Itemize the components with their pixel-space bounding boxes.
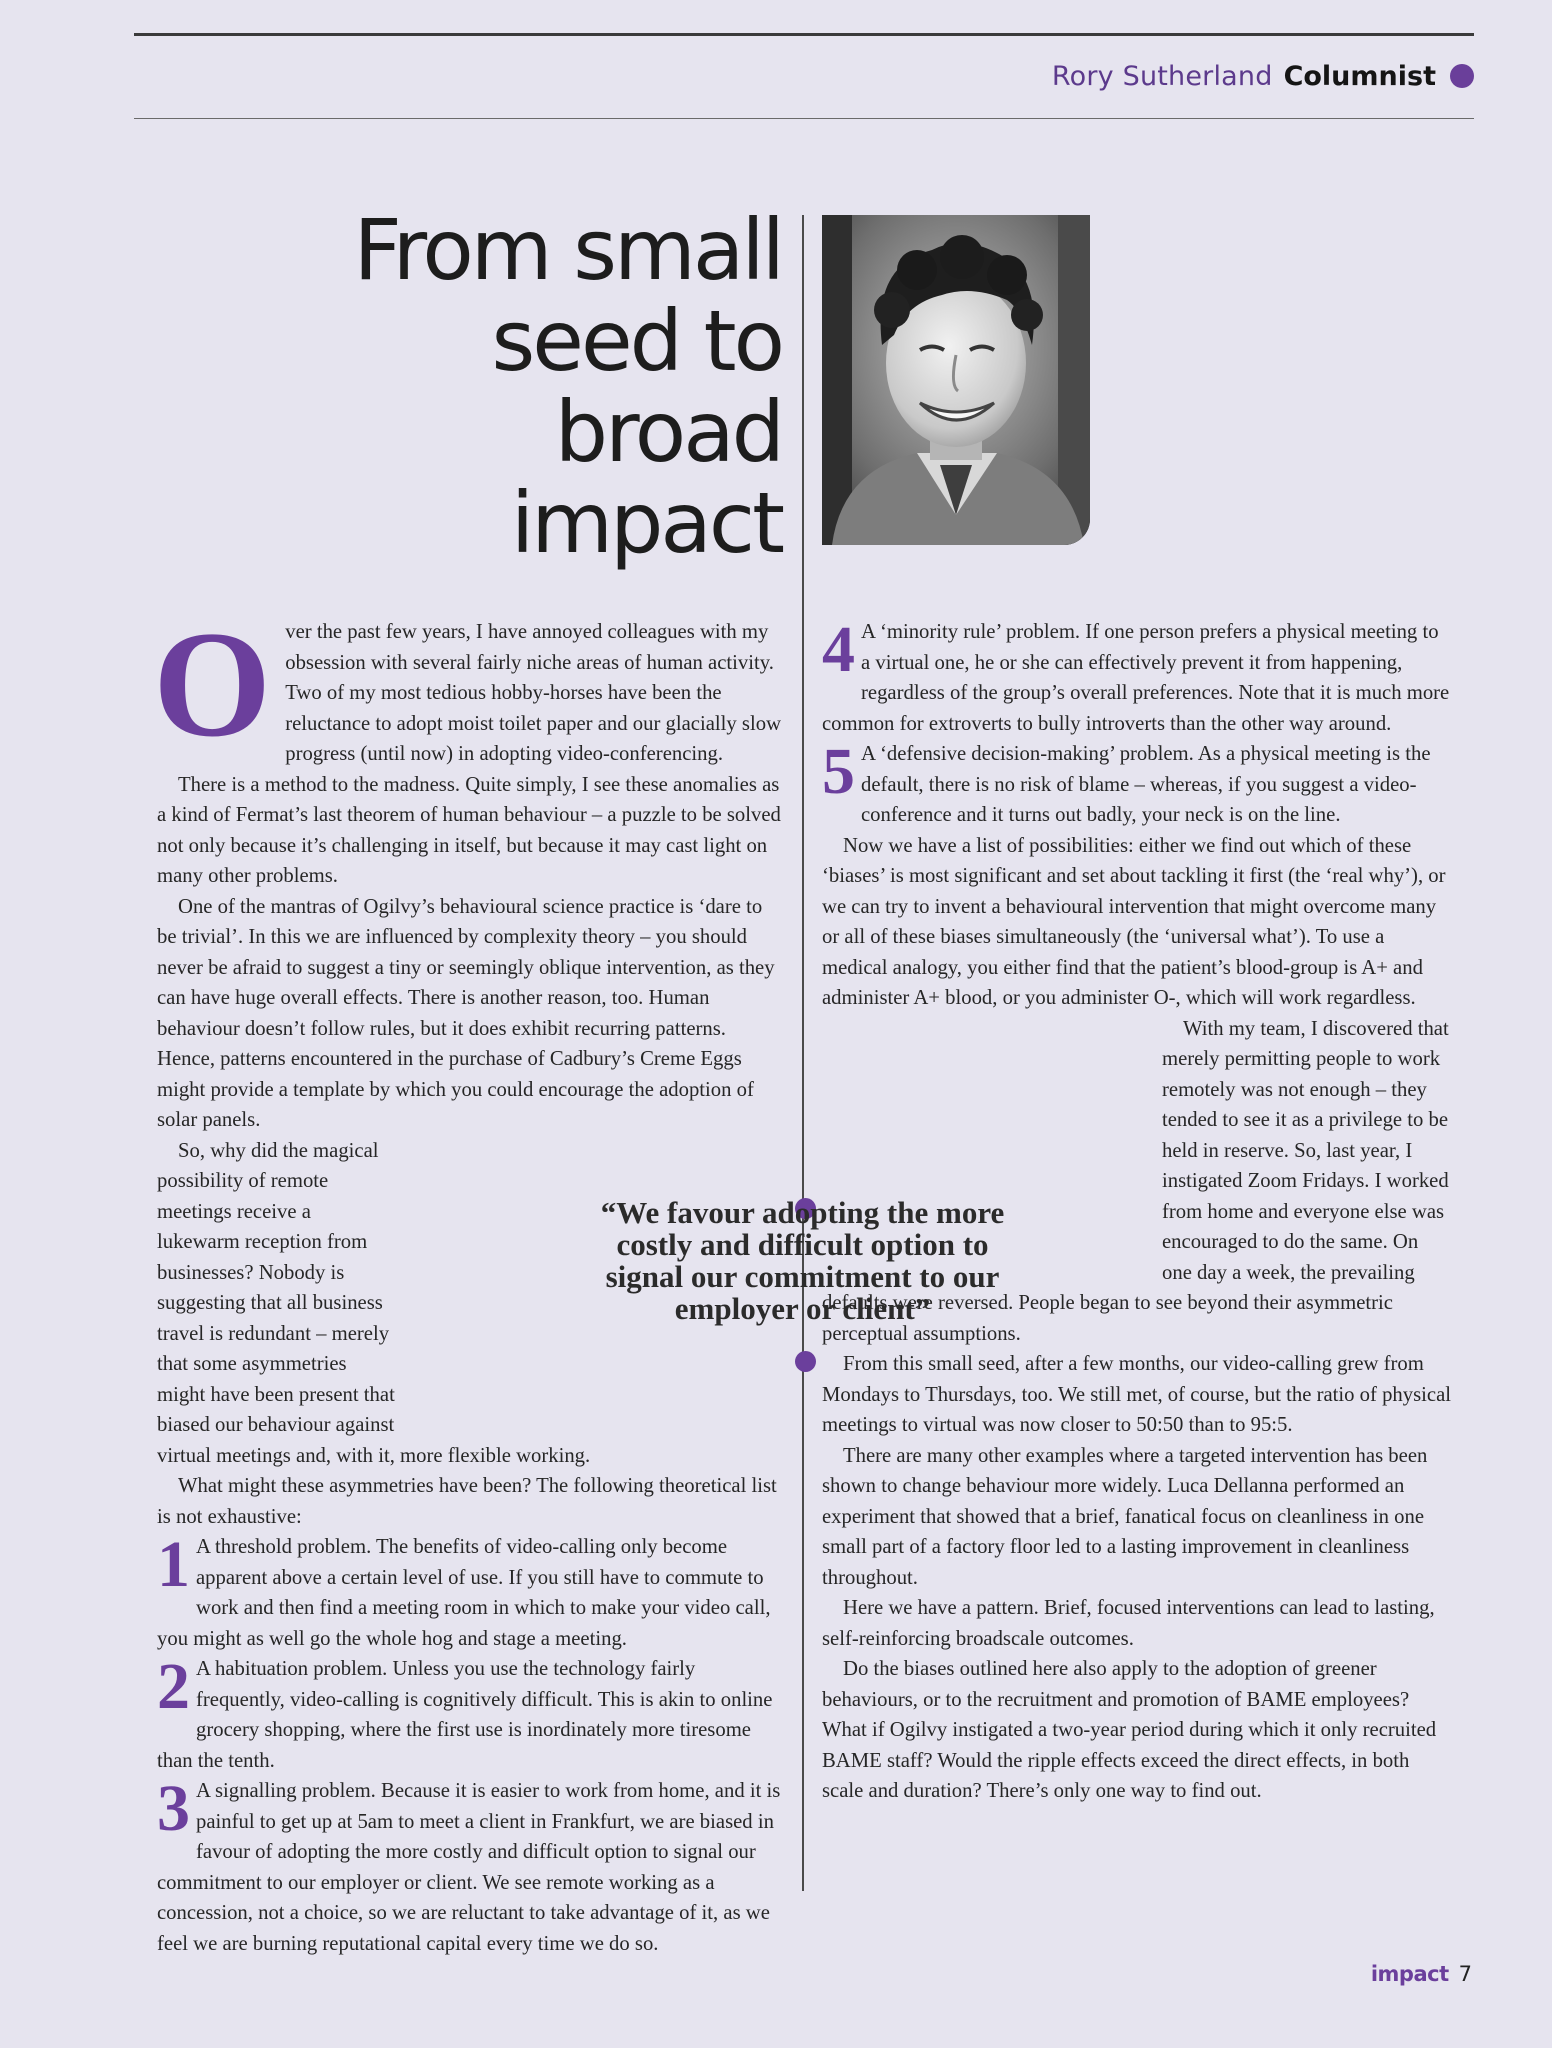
- title-line: seed to: [491, 292, 782, 390]
- body-paragraph: What might these asymmetries have been? The following theoretical list is not exhaustive:: [157, 1475, 777, 1528]
- title-line: impact: [510, 474, 782, 572]
- list-item: [157, 1650, 785, 1776]
- footer: [1371, 1962, 1472, 1986]
- list-item-text: A ‘minority rule’ problem. If one person prefers a physical meeting to a virtual one, he or she can effectively prevent it from happening, regardless of the group’s overall preferences. Note that it is much more common for extroverts to bully introverts than the other way around.: [822, 621, 1450, 735]
- list-item-text: A ‘defensive decision-making’ problem. As a physical meeting is the default, there is no risk of blame – whereas, if you suggest a video-conference and it turns out badly, your neck is on the line.: [861, 743, 1431, 826]
- article-title: [262, 201, 782, 572]
- list-number: 4: [822, 613, 855, 686]
- body-paragraph: One of the mantras of Ogilvy’s behavioural science practice is ‘dare to be trivial’. In this we are influenced by complexity theory – you should never be afraid to suggest a tiny or seemingly oblique intervention, as they can have huge overall effects. There is another reason, too. Human behaviour doesn’t follow rules, but it does exhibit recurring patterns. Hence, patterns encountered in the purchase of Cadbury’s Creme Eggs might provide a template by which you could encourage the adoption of solar panels.: [157, 895, 775, 1131]
- body-paragraph: So, why did the magical possibility of remote meetings receive a lukewarm reception from businesses? Nobody is suggesting that all business travel is redundant – merely that some asymmetries might have been present that biased our behaviour against virtual meetings and, with it, more flexible working.: [157, 1139, 591, 1467]
- header: [1052, 56, 1474, 96]
- author-role: Columnist: [1283, 60, 1436, 92]
- intro-paragraph: [153, 600, 785, 770]
- list-number: 3: [157, 1772, 190, 1845]
- list-item: [157, 1772, 785, 1959]
- portrait-image: [822, 215, 1090, 545]
- author-photo: [822, 215, 1090, 545]
- body-paragraph: Now we have a list of possibilities: either we find out which of these ‘biases’ is most significant and set about tackling it first (the ‘real why’), or we can try to invent a behavioural intervention that might overcome many or all of these biases simultaneously (the ‘universal what’). To use a medical analogy, you either find that the patient’s blood-group is A+ and administer A+ blood, or you administer O-, which will work regardless.: [822, 834, 1446, 1009]
- page-number: 7: [1458, 1962, 1472, 1986]
- magazine-logo: impact: [1370, 1962, 1449, 1986]
- list-number: 1: [157, 1528, 190, 1601]
- list-item-text: A threshold problem. The benefits of video-calling only become apparent above a certain level of use. If you still have to commute to work and then find a meeting room in which to make your video call, you might as well go the whole hog and stage a meeting.: [157, 1536, 771, 1650]
- column-divider: [802, 215, 804, 1891]
- list-item-text: A habituation problem. Unless you use the technology fairly frequently, video-calling is cognitively difficult. This is akin to online grocery shopping, where the first use is inordinately more tiresome than the tenth.: [157, 1658, 773, 1772]
- title-line: broad: [554, 383, 782, 481]
- body-paragraph: With my team, I discovered that merely permitting people to work remotely was not enough – they tended to see it as a privilege to be held in reserve. So, last year, I instigated Zoom Fridays. I worked from home and everyone else was encouraged to do the same. On one day a week, the prevailing defaults were reversed. People began to see beyond their asymmetric perceptual assumptions.: [822, 1017, 1449, 1345]
- body-paragraph: There is a method to the madness. Quite simply, I see these anomalies as a kind of Fermat’s last theorem of human behaviour – a puzzle to be solved not only because it’s challenging in itself, but because it may cast light on many other problems.: [157, 773, 781, 887]
- body-paragraph: Do the biases outlined here also apply to the adoption of greener behaviours, or to the recruitment and promotion of BAME employees? What if Ogilvy instigated a two-year period during which it only recruited BAME staff? Would the ripple effects exceed the direct effects, in both scale and duration? There’s only one way to find out.: [822, 1658, 1437, 1802]
- body-paragraph: Here we have a pattern. Brief, focused interventions can lead to lasting, self-reinforcing broadscale outcomes.: [822, 1597, 1435, 1650]
- title-line: From small: [353, 201, 782, 299]
- list-number: 2: [157, 1650, 190, 1723]
- drop-cap: O: [153, 600, 272, 768]
- body-paragraph: From this small seed, after a few months, our video-calling grew from Mondays to Thursdays, too. We still met, of course, but the ratio of physical meetings to virtual was now closer to 50:50 than to 95:5.: [822, 1353, 1452, 1436]
- list-item-text: A signalling problem. Because it is easier to work from home, and it is painful to get up at 5am to meet a client in Frankfurt, we are biased in favour of adopting the more costly and difficult option to signal our commitment to our employer or client. We see remote working as a concession, not a choice, so we are reluctant to take advantage of it, as we feel we are burning reputational capital every time we do so.: [157, 1780, 781, 1955]
- pullquote-dot-icon: [795, 1351, 816, 1372]
- header-rule: [134, 118, 1474, 119]
- list-item: [822, 735, 1452, 831]
- body-paragraph: There are many other examples where a targeted intervention has been shown to change behaviour more widely. Luca Dellanna performed an experiment that showed that a brief, fanatical focus on cleanliness in one small part of a factory floor led to a lasting improvement in cleanliness throughout.: [822, 1444, 1428, 1589]
- top-rule: [134, 33, 1474, 36]
- list-item: [822, 613, 1452, 739]
- author-name: Rory Sutherland: [1051, 60, 1273, 92]
- list-number: 5: [822, 735, 855, 808]
- list-item: [157, 1528, 785, 1654]
- intro-text: ver the past few years, I have annoyed colleagues with my obsession with several fairly niche areas of human activity. Two of my most tedious hobby-horses have been the reluctance to adopt moist toilet paper and our glacially slow progress (until now) in adopting video-conferencing.: [285, 621, 782, 765]
- pull-quote: “We favour adopting the more costly and difficult option to signal our commitment to our employer or client”: [600, 1195, 1005, 1326]
- header-dot-icon: [1450, 64, 1474, 88]
